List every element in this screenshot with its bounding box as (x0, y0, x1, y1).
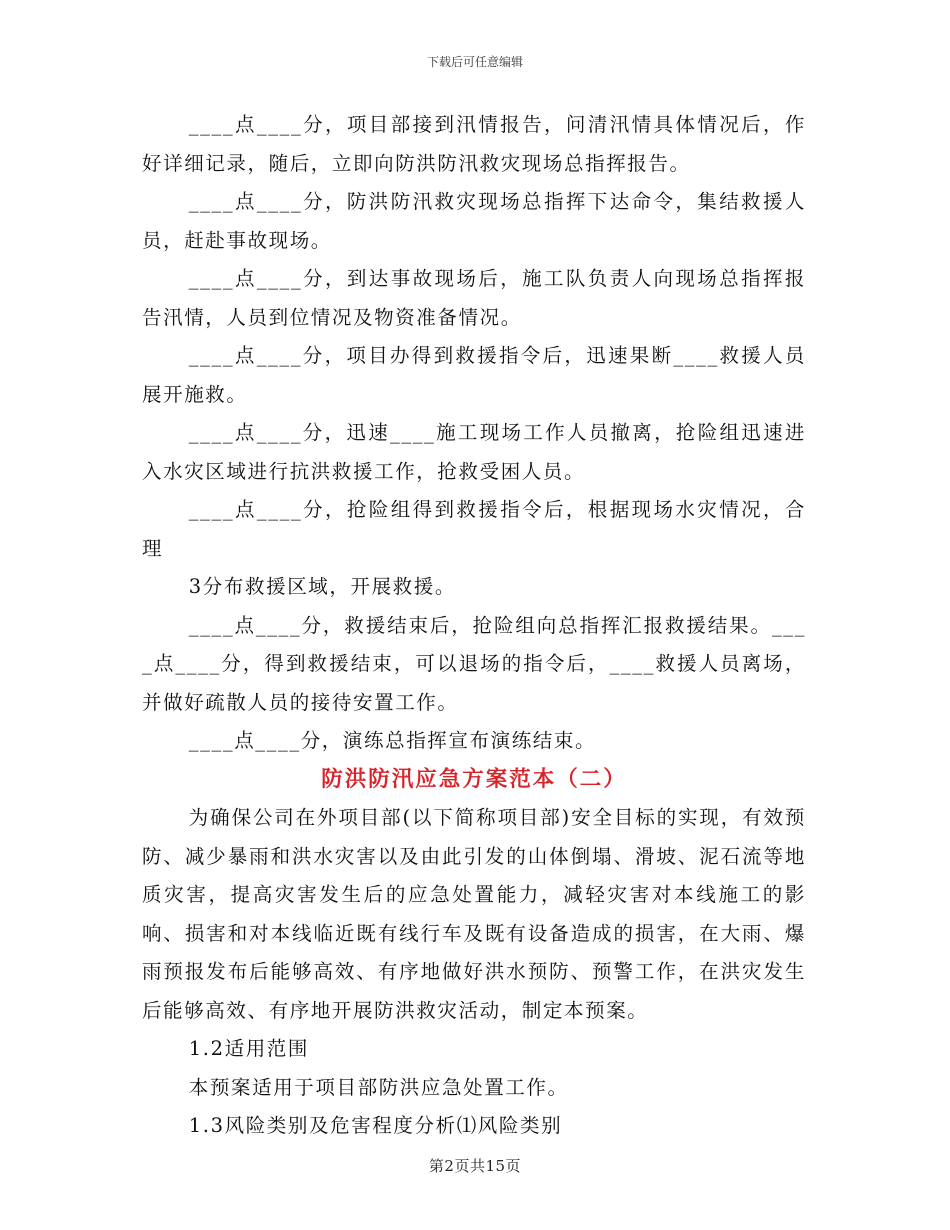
drill-step-4: ____点____分，项目办得到救援指令后，迅速果断____救援人员展开施救。 (142, 344, 806, 406)
drill-step-7: ____点____分，救援结束后，抢险组向总指挥汇报救援结果。____点____分，得到救援结束，可以退场的指令后，____救援人员离场，并做好疏散人员的接待安置工作。 (142, 613, 806, 714)
scope-heading: 1.2适用范围 (188, 1037, 310, 1060)
drill-step-3: ____点____分，到达事故现场后，施工队负责人向现场总指挥报告汛情，人员到位情况及物资准备情况。 (142, 267, 806, 329)
risk-heading: 1.3风险类别及危害程度分析⑴风险类别 (188, 1114, 563, 1137)
drill-step-5: ____点____分，迅速____施工现场工作人员撤离，抢险组迅速进入水灾区域进行抗洪救援工作，抢救受困人员。 (142, 421, 806, 483)
drill-step-6-continued: 3分布救援区域，开展救援。 (188, 575, 457, 598)
header-note: 下载后可任意编辑 (426, 55, 523, 69)
document-body (142, 106, 806, 1146)
drill-step-2: ____点____分，防洪防汛救灾现场总指挥下达命令，集结救援人员，赶赴事故现场。 (142, 190, 806, 252)
section-intro: 为确保公司在外项目部(以下简称项目部)安全目标的实现，有效预防、减少暴雨和洪水灾害以及由此引发的山体倒塌、滑坡、泥石流等地质灾害，提高灾害发生后的应急处置能力，减轻灾害对本线施工的影响、损害和对本线临近既有线行车及既有设备造成的损害，在大雨、爆雨预报发布后能够高效、有序地做好洪水预防、预警工作，在洪灾发生后能够高效、有序地开展防洪救灾活动，制定本预案。 (142, 806, 806, 1022)
scope-text: 本预案适用于项目部防洪应急处置工作。 (188, 1075, 569, 1099)
drill-step-6: ____点____分，抢险组得到救援指令后，根据现场水灾情况，合理 (142, 498, 806, 560)
section-title: 防洪防汛应急方案范本（二） (321, 766, 627, 792)
drill-step-8: ____点____分，演练总指挥宣布演练结束。 (188, 729, 597, 752)
drill-step-1: ____点____分，项目部接到汛情报告，问清汛情具体情况后，作好详细记录，随后，立即向防洪防汛救灾现场总指挥报告。 (142, 113, 806, 175)
page-number: 第2页共15页 (428, 1157, 522, 1175)
